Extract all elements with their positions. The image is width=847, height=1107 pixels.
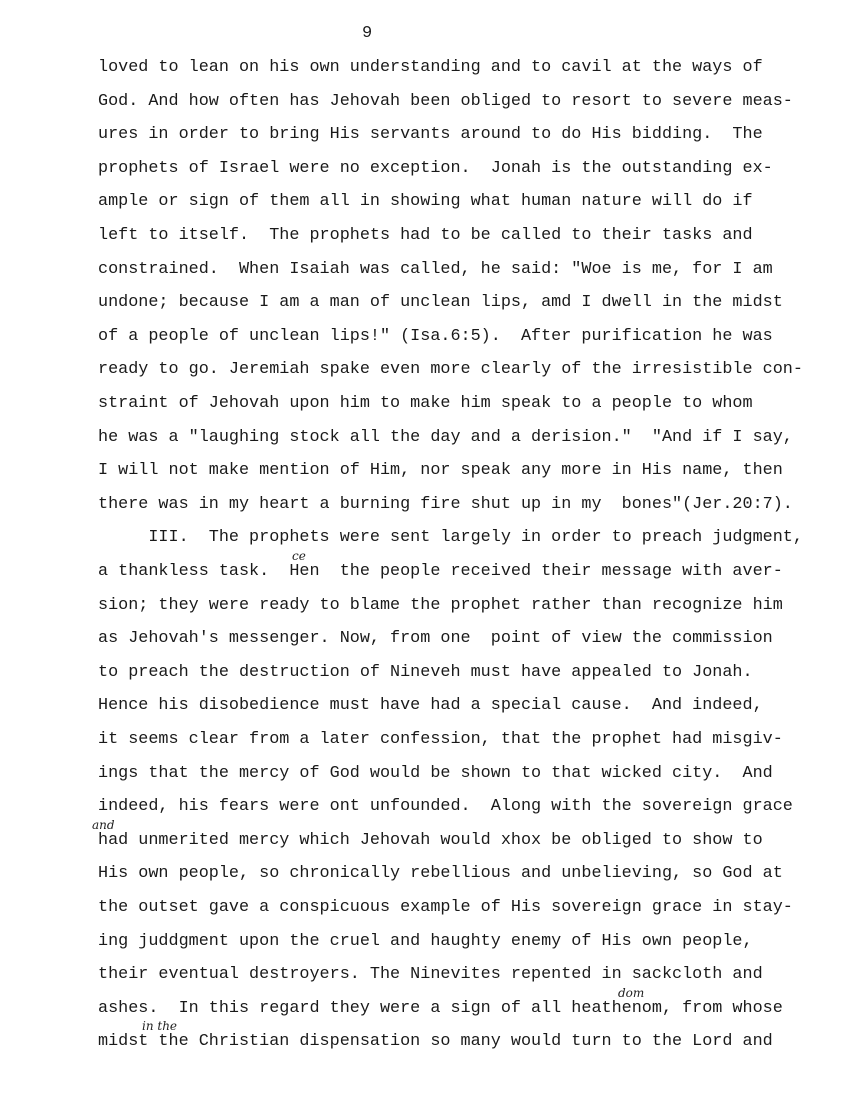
text-line: Hence his disobedience must have had a special cause. And indeed, xyxy=(98,696,763,716)
text-line: I will not make mention of Him, nor speak any more in His name, then xyxy=(98,461,783,481)
text-line: of a people of unclean lips!" (Isa.6:5). After purification he was xyxy=(98,326,773,346)
handwritten-annotation: in the xyxy=(142,1018,178,1033)
text-line: their eventual destroyers. The Ninevites repented in sackcloth and xyxy=(98,965,763,985)
text-line: to preach the destruction of Nineveh must have appealed to Jonah. xyxy=(98,662,753,682)
text-line: III. The prophets were sent largely in order to preach judgment, xyxy=(98,528,803,548)
text-line: left to itself. The prophets had to be called to their tasks and xyxy=(98,226,753,245)
text-line: indeed, his fears were ont unfounded. Along with the sovereign grace xyxy=(98,797,793,817)
text-line: had unmerited mercy which Jehovah would xhox be obliged to show to xyxy=(98,830,763,850)
text-line: it seems clear from a later confession, that the prophet had misgiv- xyxy=(98,730,783,749)
text-line: sion; they were ready to blame the prophet rather than recognize him xyxy=(98,595,783,615)
text-line: ings that the mercy of God would be shown to that wicked city. And xyxy=(98,763,773,783)
text-line: prophets of Israel were no exception. Jonah is the outstanding ex- xyxy=(98,158,773,178)
text-line: a thankless task. Hen the people received their message with aver- xyxy=(98,562,783,581)
text-line: ashes. In this regard they were a sign of all heathenom, from whose xyxy=(98,998,783,1018)
text-line: God. And how often has Jehovah been obliged to resort to severe meas- xyxy=(98,91,793,111)
text-line: constrained. When Isaiah was called, he said: "Woe is me, for I am xyxy=(98,259,773,279)
text-line: undone; because I am a man of unclean lips, amd I dwell in the midst xyxy=(98,293,783,313)
text-line: ample or sign of them all in showing what human nature will do if xyxy=(98,192,753,212)
text-line: ready to go. Jeremiah spake even more clearly of the irresistible con- xyxy=(98,360,803,380)
page-number: 9 xyxy=(362,24,373,43)
text-line: he was a "laughing stock all the day and a derision." "And if I say, xyxy=(98,427,793,447)
text-line: as Jehovah's messenger. Now, from one point of view the commission xyxy=(98,629,773,649)
text-line: there was in my heart a burning fire shut up in my bones"(Jer.20:7). xyxy=(98,494,793,514)
text-line: the outset gave a conspicuous example of His sovereign grace in stay- xyxy=(98,898,793,917)
handwritten-annotation: dom xyxy=(618,985,645,1000)
text-line: loved to lean on his own understanding and to cavil at the ways of xyxy=(98,58,763,77)
text-line: ures in order to bring His servants around to do His bidding. The xyxy=(98,125,763,145)
handwritten-annotation: and xyxy=(92,817,115,832)
text-line: midst the Christian dispensation so many would turn to the Lord and xyxy=(98,1032,773,1052)
text-line: ing juddgment upon the cruel and haughty enemy of His own people, xyxy=(98,931,753,951)
handwritten-annotation: ce xyxy=(292,548,306,563)
text-line: His own people, so chronically rebellious and unbelieving, so God at xyxy=(98,864,783,884)
text-line: straint of Jehovah upon him to make him speak to a people to whom xyxy=(98,394,753,413)
